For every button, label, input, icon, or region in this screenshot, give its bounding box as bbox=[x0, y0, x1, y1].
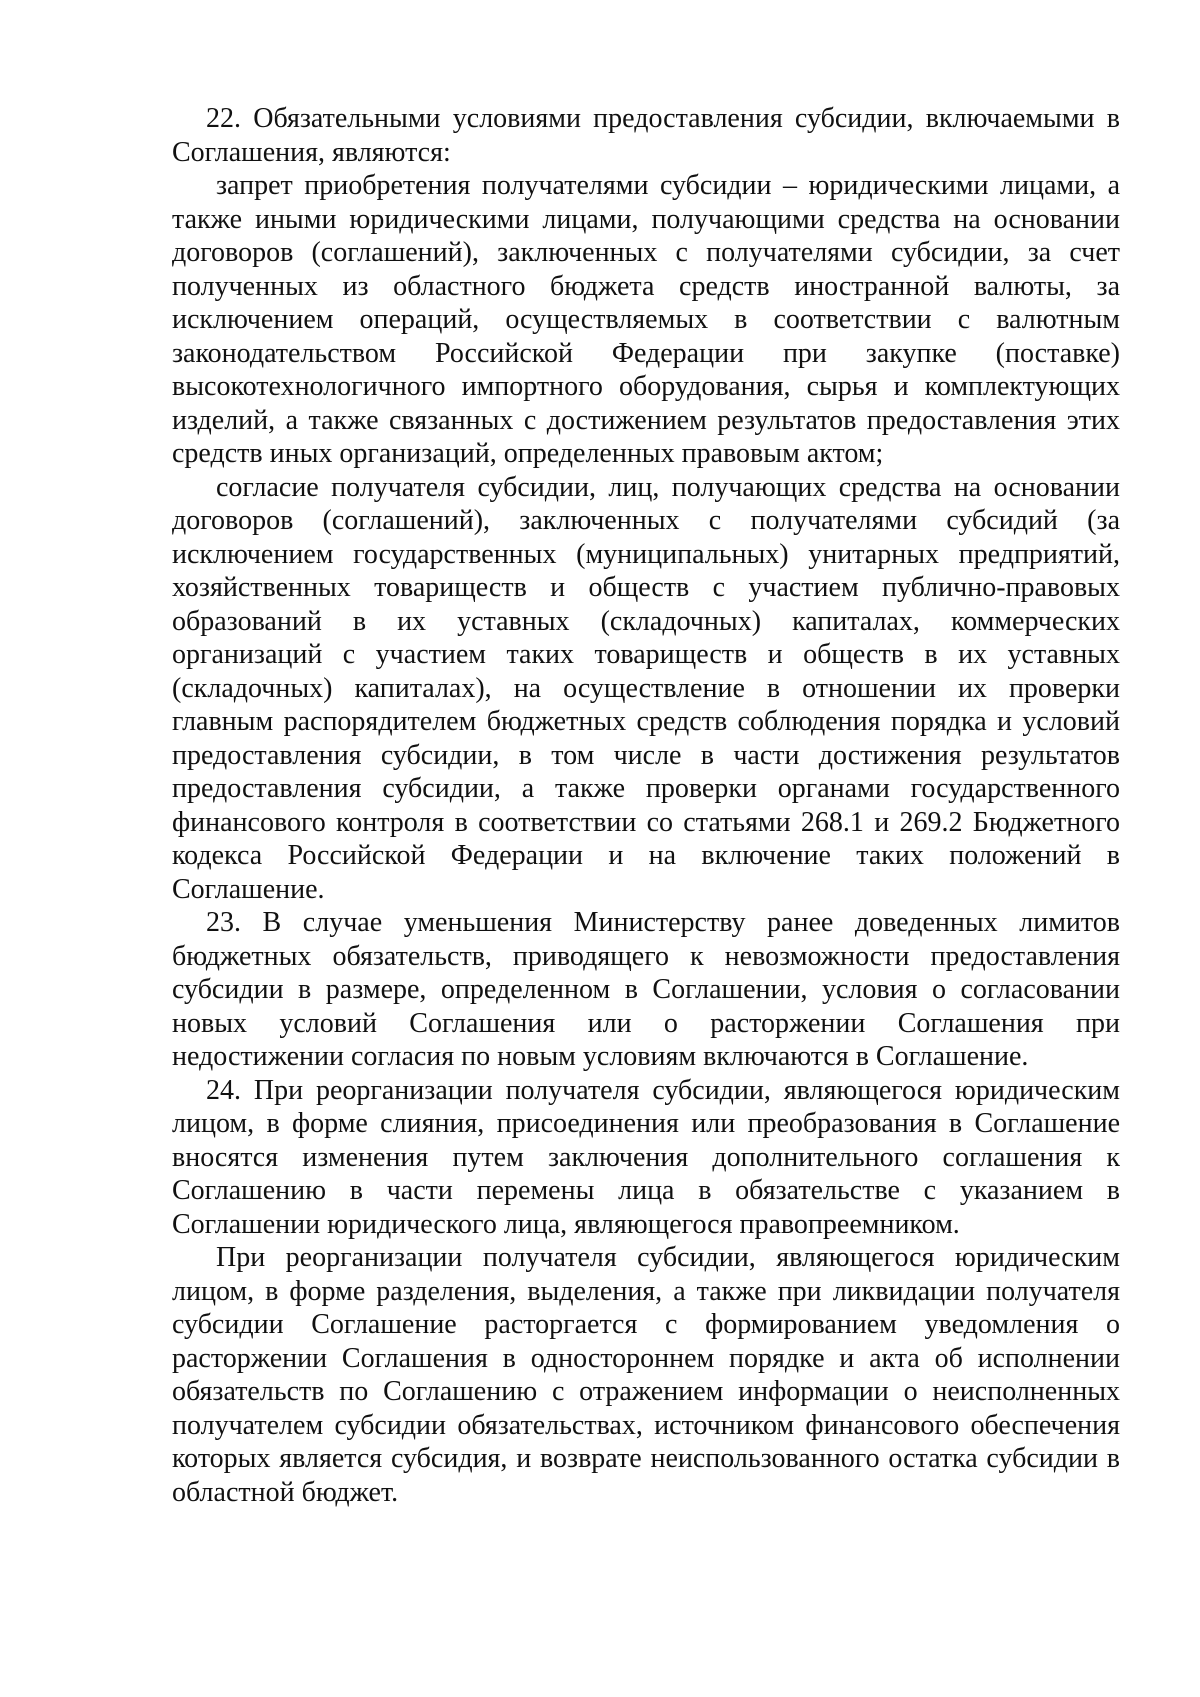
paragraph-22: 22. Обязательными условиями предоставления субсидии, включаемыми в Соглашения, являются: bbox=[172, 103, 1120, 168]
document-body bbox=[172, 102, 1120, 1509]
paragraph-currency-ban: запрет приобретения получателями субсидии – юридическими лицами, а также иными юридическими лицами, получающими средства на основании договоров (соглашений), заключенных с получателями субсидии, за счет полученных из областного бюджета средств иностранной валюты, за исключением операций, осуществляемых в соответствии с валютным законодательством Российской Федерации при закупке (поставке) высокотехнологичного импортного оборудования, сырья и комплектующих изделий, а также связанных с достижением результатов предоставления этих средств иных организаций, определенных правовым актом; bbox=[172, 170, 1120, 469]
paragraph-consent: согласие получателя субсидии, лиц, получающих средства на основании договоров (соглашений), заключенных с получателями субсидий (за исключением государственных (муниципальных) унитарных предприятий, хозяйственных товариществ и обществ с участием публично-правовых образований в их уставных (складочных) капиталах, коммерческих организаций с участием таких товариществ и обществ в их уставных (складочных) капиталах), на осуществление в отношении их проверки главным распорядителем бюджетных средств соблюдения порядка и условий предоставления субсидии, в том числе в части достижения результатов предоставления субсидии, а также проверки органами государственного финансового контроля в соответствии со статьями 268.1 и 269.2 Бюджетного кодекса Российской Федерации и на включение таких положений в Соглашение. bbox=[172, 471, 1120, 905]
paragraph-23: 23. В случае уменьшения Министерству ранее доведенных лимитов бюджетных обязательств, приводящего к невозможности предоставления субсидии в размере, определенном в Соглашении, условия о согласовании новых условий Соглашения или о расторжении Соглашения при недостижении согласия по новым условиям включаются в Соглашение. bbox=[172, 907, 1120, 1072]
paragraph-reorganization: При реорганизации получателя субсидии, являющегося юридическим лицом, в форме разделения, выделения, а также при ликвидации получателя субсидии Соглашение расторгается с формированием уведомления о расторжении Соглашения в одностороннем порядке и акта об исполнении обязательств по Соглашению с отражением информации о неисполненных получателем субсидии обязательствах, источником финансового обеспечения которых является субсидия, и возврате неиспользованного остатка субсидии в областной бюджет. bbox=[172, 1242, 1120, 1508]
paragraph-24: 24. При реорганизации получателя субсидии, являющегося юридическим лицом, в форме слияния, присоединения или преобразования в Соглашение вносятся изменения путем заключения дополнительного соглашения к Соглашению в части перемены лица в обязательстве с указанием в Соглашении юридического лица, являющегося правопреемником. bbox=[172, 1074, 1120, 1240]
